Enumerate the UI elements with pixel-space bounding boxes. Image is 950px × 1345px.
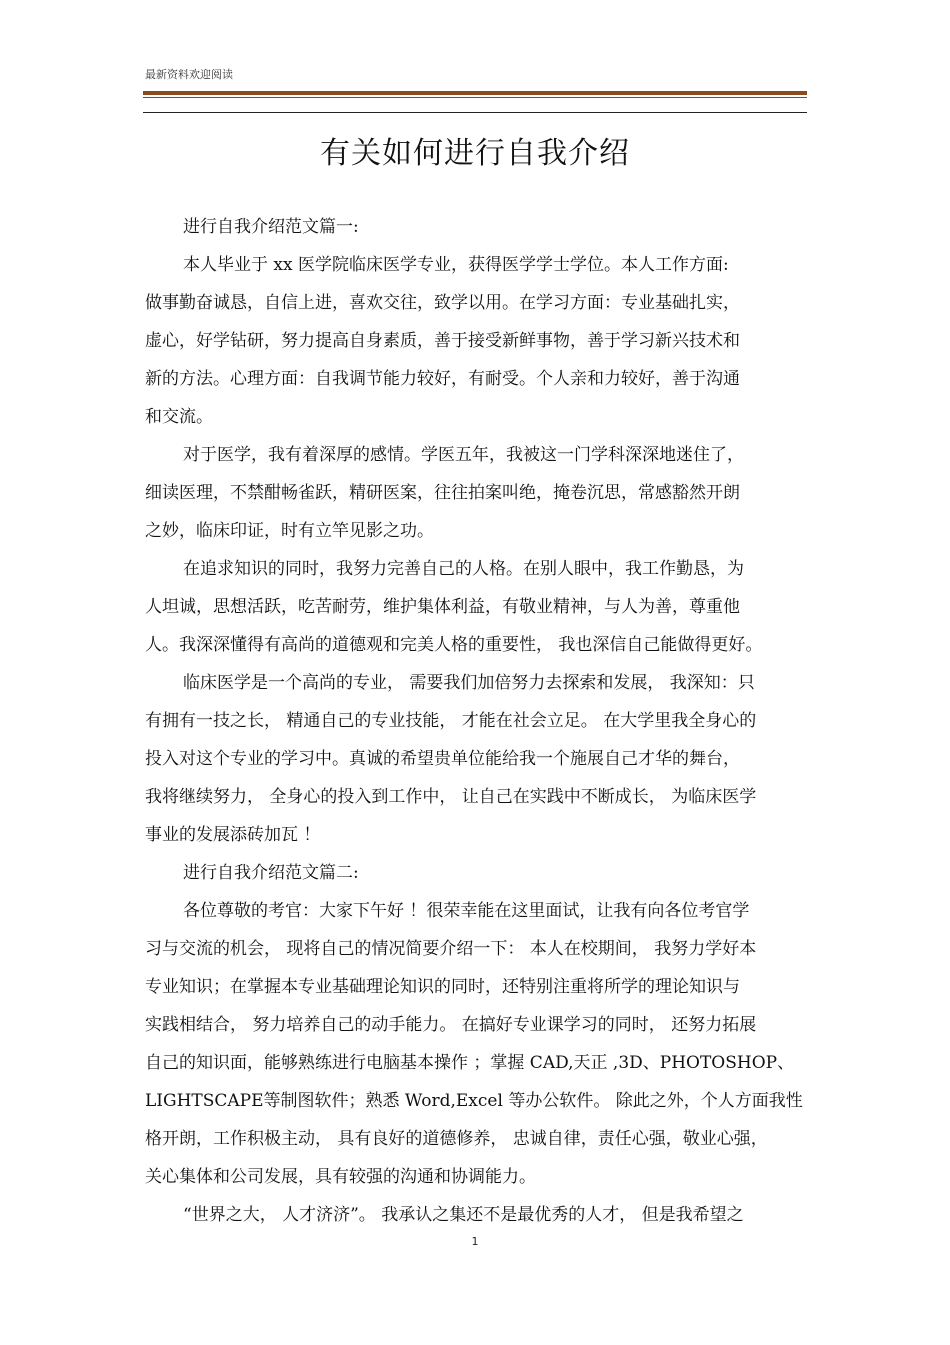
text-line: 虚心，好学钻研，努力提高自身素质，善于接受新鲜事物，善于学习新兴技术和	[145, 331, 740, 351]
document-body	[145, 208, 810, 1234]
text-line: 专业知识；在掌握本专业基础理论知识的同时，还特别注重将所学的理论知识与	[145, 977, 740, 997]
text-line: 自己的知识面，能够熟练进行电脑基本操作 ；掌握 CAD,天正 ,3D、PHOTOSHOP、	[145, 1053, 795, 1073]
text-line: 对于医学，我有着深厚的感情。学医五年，我被这一门学科深深地迷住了，	[183, 445, 744, 465]
text-line: 投入对这个专业的学习中。真诚的希望贵单位能给我一个施展自己才华的舞台，	[145, 749, 740, 769]
text-line: 和交流。	[145, 407, 213, 427]
text-line: 本人毕业于 xx 医学院临床医学专业，获得医学学士学位。本人工作方面:	[183, 255, 729, 275]
header-rule-thick	[143, 91, 807, 95]
text-line: 细读医理，不禁酣畅雀跃，精研医案，往往拍案叫绝，掩卷沉思，常感豁然开朗	[145, 483, 740, 503]
text-line: 新的方法。心理方面：自我调节能力较好，有耐受。个人亲和力较好，善于沟通	[145, 369, 740, 389]
text-line: 格开朗，工作积极主动， 具有良好的道德修养， 忠诚自律，责任心强，敬业心强，	[145, 1129, 768, 1149]
text-line: 人。我深深懂得有高尚的道德观和完美人格的重要性， 我也深信自己能做得更好。	[145, 635, 763, 655]
text-line: LIGHTSCAPE等制图软件；熟悉 Word,Excel 等办公软件。 除此之外，个人方面我性	[145, 1091, 803, 1111]
text-line: 临床医学是一个高尚的专业， 需要我们加倍努力去探索和发展， 我深知：只	[183, 673, 755, 693]
page-number: 1	[471, 1235, 479, 1248]
text-line: 事业的发展添砖加瓦 ！	[145, 825, 321, 845]
text-line: 做事勤奋诚恳，自信上进，喜欢交往，致学以用。在学习方面：专业基础扎实，	[145, 293, 740, 313]
text-line: 各位尊敬的考官：大家下午好 ！很荣幸能在这里面试，让我有向各位考官学	[183, 901, 750, 921]
text-line: 有拥有一技之长， 精通自己的专业技能， 才能在社会立足。 在大学里我全身心的	[145, 711, 757, 731]
text-line: 进行自我介绍范文篇二:	[183, 863, 359, 883]
header-text: 最新资料欢迎阅读	[145, 68, 233, 81]
text-line: 实践相结合， 努力培养自己的动手能力。 在搞好专业课学习的同时， 还努力拓展	[145, 1015, 757, 1035]
header-rule-black	[143, 112, 807, 113]
text-line: 之妙，临床印证，时有立竿见影之功。	[145, 521, 434, 541]
text-line: “世界之大， 人才济济”。 我承认之集还不是最优秀的人才， 但是我希望之	[183, 1205, 744, 1225]
text-line: 进行自我介绍范文篇一:	[183, 217, 359, 237]
text-line: 关心集体和公司发展，具有较强的沟通和协调能力。	[145, 1167, 536, 1187]
text-line: 习与交流的机会， 现将自己的情况简要介绍一下： 本人在校期间， 我努力学好本	[145, 939, 757, 959]
text-line: 我将继续努力， 全身心的投入到工作中， 让自己在实践中不断成长， 为临床医学	[145, 787, 757, 807]
text-line: 在追求知识的同时，我努力完善自己的人格。在别人眼中，我工作勤恳，为	[183, 559, 744, 579]
header-rule-thin	[143, 97, 807, 98]
text-line: 人坦诚，思想活跃，吃苦耐劳，维护集体利益，有敬业精神，与人为善，尊重他	[145, 597, 740, 617]
document-title: 有关如何进行自我介绍	[320, 136, 630, 171]
